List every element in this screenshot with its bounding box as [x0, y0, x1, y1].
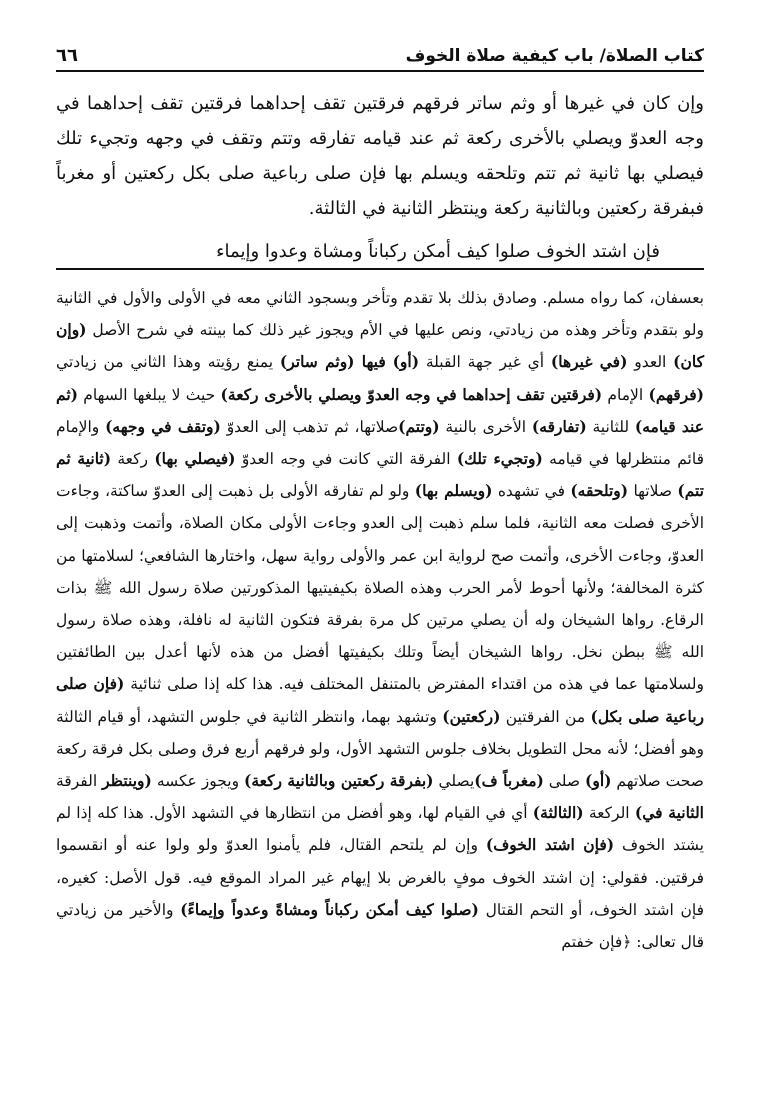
quoted-matn: (في غيرها): [550, 352, 628, 372]
commentary: [56, 282, 704, 958]
commentary-text: الأخرى بالنية: [439, 417, 532, 436]
commentary-text: ويجوز عكسه: [151, 772, 245, 791]
commentary-text: والإمام قائم منتظرلها في قيامه: [56, 417, 705, 469]
page-number: ٦٦: [56, 45, 78, 66]
commentary-text: ولو لم تفارقه الأولى بل ذهبت إلى العدوّ ساكتة، وجاءت الأخرى فصلت معه الثانية، فلما سلم ذهبت إلى العدو وجاءت الأولى مكان الصلاة، وأتمت وذهبت إلى العدوّ، وجاءت الأخرى، وأتمت صح لرواية ابن عمر والأولى رواية سهل، واختارها الشافعي؛ لسلامتها من كثرة المخالفة؛ ولأنها أحوط لأمر الحرب وهذه الصلاة بكيفيتيها المذكورتين صلاة رسول الله ﷺ بذات الرقاع. رواها الشيخان وله أن يصلي مرتين كل مرة بفرقة فتكون الثانية له نافلة، وهذه صلاة رسول الله ﷺ ببطن نخل. رواها الشيخان أيضاً وتلك بكيفيتها أفضل من هذه لأنها أعدل بين الطائفتين ولسلامتها عما في هذه من اقتداء المفترض بالمتنفل المختلف فيه. هذا كله إذا صلى ثنائية: [56, 482, 704, 694]
quoted-matn: فيها (وثم ساتر): [279, 352, 386, 372]
quoted-matn: الثانية في): [634, 803, 704, 823]
quoted-matn: (فيصلي بها): [154, 449, 236, 469]
commentary-text: الإمام: [602, 385, 649, 404]
quoted-matn: (الثالثة): [532, 803, 584, 823]
quoted-matn: (وتقف في وجهه): [105, 416, 221, 436]
quoted-matn: (تفارقه): [531, 416, 587, 436]
commentary-text: العدو: [627, 353, 674, 372]
commentary-text: الركعة: [583, 804, 635, 823]
commentary-text: للثانية: [586, 417, 635, 436]
quoted-matn: (فإن اشتد الخوف): [485, 835, 615, 855]
quoted-matn: (أو): [392, 352, 420, 372]
running-title: كتاب الصلاة/ باب كيفية صلاة الخوف: [405, 46, 704, 66]
commentary-text: ركعة: [111, 450, 155, 469]
commentary-text: صلاتها: [628, 482, 678, 501]
commentary-text: يصلي: [433, 772, 475, 791]
commentary-text: والأخير من زيادتي قال تعالى: ﴿فإن خفتم: [56, 900, 704, 952]
commentary-paragraph: [56, 282, 704, 958]
separator-line: [56, 268, 704, 270]
commentary-text: صلى: [543, 772, 585, 791]
quoted-matn: (أو): [585, 771, 612, 791]
commentary-text: وإن لم يلتحم القتال، فلم يأمنوا العدوّ ولو ولوا عنه أو انقسموا فرقتين. فقولي: إن اشتد الخوف موفٍ بالغرض بلا إيهام غير المراد الموقع فيه. قول الأصل: كغيره، فإن اشتد الخوف، أو التحم القتال: [56, 836, 705, 919]
quoted-matn: (وتلحقه): [570, 481, 629, 501]
page-header: [56, 30, 704, 72]
quoted-matn: (وينتظر: [102, 771, 152, 791]
quoted-matn: (وإن كان): [56, 320, 704, 372]
quoted-matn: (فرقتين تقف إحداهما في وجه العدوّ ويصلي بالأخرى ركعة): [220, 384, 603, 404]
quoted-matn: (ثانية ثم تتم): [56, 449, 704, 501]
commentary-text: [386, 353, 393, 371]
commentary-text: صلاتها، ثم تذهب إلى العدوّ: [220, 417, 399, 436]
matn-paragraph: وإن كان في غيرها أو وثم ساتر فرقهم فرقتين تقف إحداهما فرقتين تقف إحداهما في وجه العدوّ ويصلي بالأخرى ركعة ثم عند قيامه تفارقه وتتم وتقف في وجهه وتجيء تلك فيصلي بها ثانية ثم تتم وتلحقه ويسلم بها فإن صلى رباعية صلى بكل ركعتين أو مغرباً فبفرقة ركعتين وبالثانية ركعة وينتظر الثانية في الثالثة.: [56, 93, 704, 219]
commentary-text: من الفرقتين: [500, 707, 591, 726]
quoted-matn: (ركعتين): [442, 706, 501, 726]
quoted-matn: (مغرباً ف): [474, 771, 544, 791]
quoted-matn: (فرقهم): [648, 384, 704, 404]
quoted-matn: (ثم عند قيامه): [56, 384, 704, 436]
commentary-text: أي غير جهة القبلة: [419, 353, 551, 372]
quoted-matn: (ويسلم بها): [414, 481, 493, 501]
commentary-text: في تشهده: [492, 482, 571, 501]
quoted-matn: (فإن صلى رباعية صلى بكل): [56, 674, 704, 726]
quoted-matn: (بفرقة ركعتين وبالثانية ركعة): [244, 771, 434, 791]
quoted-matn: (وتجيء تلك): [456, 449, 543, 469]
commentary-text: بعسفان، كما رواه مسلم. وصادق بذلك بلا تقدم وتأخر وبسجود الثاني معه في الأولى والأول في الثانية ولو بتقدم وتأخر وهذه من زيادتي، ونص عليها في الأم ويجوز غير ذلك كما بينته في شرح الأصل: [56, 289, 704, 340]
main-text: [56, 86, 704, 269]
matn-paragraph: فإن اشتد الخوف صلوا كيف أمكن ركباناً ومشاة وعدوا وإيماء: [216, 241, 660, 262]
commentary-text: الفرقة التي كانت في وجه العدوّ: [235, 450, 457, 469]
quoted-matn: (وتتم): [398, 416, 440, 436]
commentary-text: الفرقة: [56, 772, 103, 791]
commentary-text: أي في القيام لها، وهو أفضل من انتظارها في التشهد الأول. هذا كله إذا لم يشتد الخوف: [56, 804, 704, 855]
quoted-matn: (صلوا كيف أمكن ركباناً ومشاةً وعدواً وإيماءً): [180, 899, 479, 919]
commentary-text: وتشهد بهما، وانتظر الثانية في جلوس التشهد، أو قيام الثالثة وهو أفضل؛ لأنه محل التطويل بخلاف جلوس التشهد الأول، ولو فرقهم أربع فرق وصلى بكل فرقة ركعة صحت صلاتهم: [56, 707, 704, 791]
commentary-text: حيث لا يبلغها السهام: [77, 385, 221, 404]
commentary-text: يمنع رؤيته وهذا الثاني من زيادتي: [56, 353, 280, 372]
